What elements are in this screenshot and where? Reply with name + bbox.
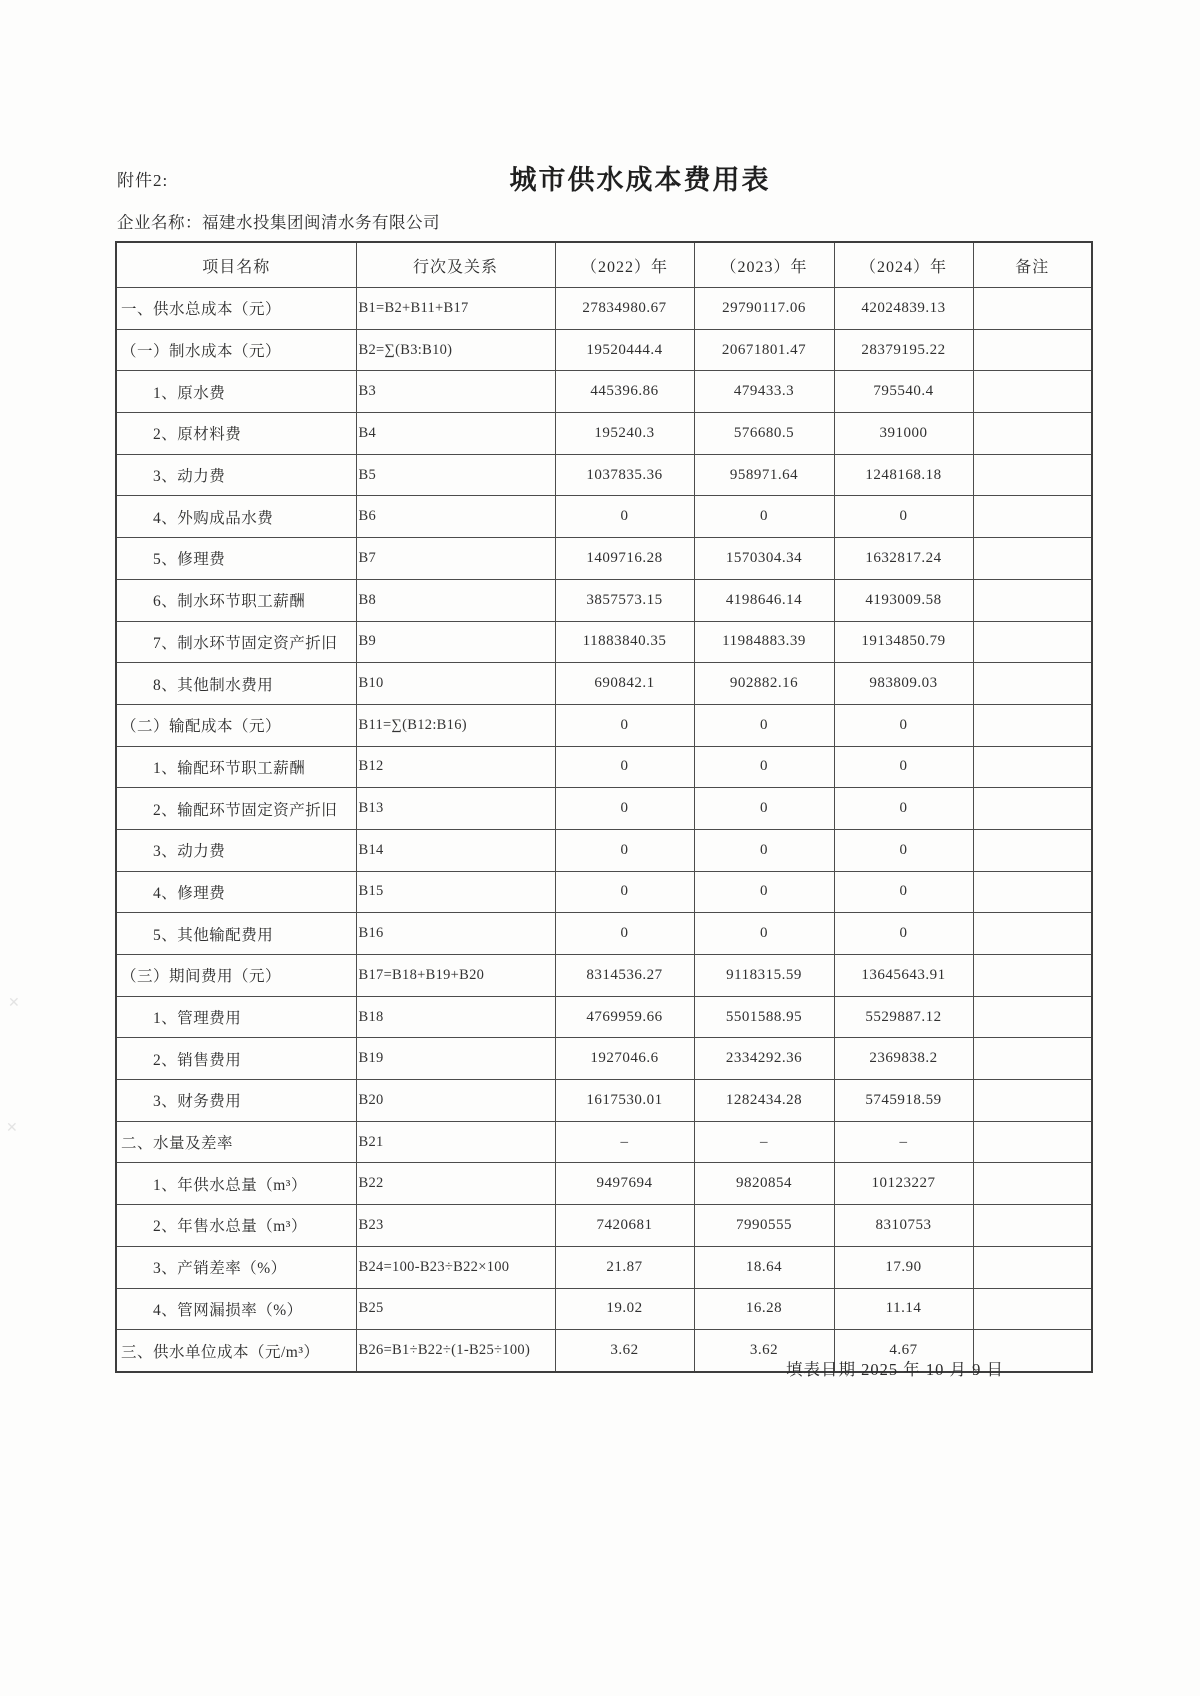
cell-value-2022: 1037835.36 — [555, 454, 694, 496]
cell-item-name: 3、动力费 — [116, 829, 356, 871]
cell-formula: B23 — [356, 1205, 555, 1247]
cell-value-2024: 795540.4 — [834, 371, 973, 413]
cell-formula: B10 — [356, 663, 555, 705]
cell-item-name: 三、供水单位成本（元/m³） — [116, 1330, 356, 1372]
cell-value-2022: 3.62 — [555, 1330, 694, 1372]
cell-value-2024: 0 — [834, 829, 973, 871]
cell-value-2022: 1409716.28 — [555, 538, 694, 580]
table-row — [116, 955, 1092, 997]
cell-value-2022: 445396.86 — [555, 371, 694, 413]
cell-item-name: 2、销售费用 — [116, 1038, 356, 1080]
cell-note — [973, 955, 1092, 997]
fill-date: 填表日期 2025 年 10 月 9 日 — [786, 1360, 1004, 1379]
cell-value-2023: 20671801.47 — [694, 329, 834, 371]
cell-value-2024: 1632817.24 — [834, 538, 973, 580]
cell-value-2023: 18.64 — [694, 1246, 834, 1288]
cell-item-name: 4、管网漏损率（%） — [116, 1288, 356, 1330]
table-header-row — [116, 242, 1092, 288]
cell-item-name: （一）制水成本（元） — [116, 329, 356, 371]
cell-formula: B20 — [356, 1080, 555, 1122]
cell-value-2024: 10123227 — [834, 1163, 973, 1205]
cell-note — [973, 663, 1092, 705]
cell-formula: B3 — [356, 371, 555, 413]
table-row — [116, 1246, 1092, 1288]
cell-note — [973, 1038, 1092, 1080]
cell-note — [973, 496, 1092, 538]
cell-formula: B17=B18+B19+B20 — [356, 955, 555, 997]
cell-formula: B6 — [356, 496, 555, 538]
cell-value-2024: 5529887.12 — [834, 996, 973, 1038]
cell-value-2022: 1927046.6 — [555, 1038, 694, 1080]
cell-note — [973, 413, 1092, 455]
table-row — [116, 788, 1092, 830]
cell-formula: B5 — [356, 454, 555, 496]
cell-value-2023: 479433.3 — [694, 371, 834, 413]
cell-item-name: 二、水量及差率 — [116, 1121, 356, 1163]
header-cell-year-2024: （2024）年 — [834, 242, 973, 288]
cell-item-name: 1、原水费 — [116, 371, 356, 413]
cell-value-2024: 0 — [834, 871, 973, 913]
cell-item-name: （三）期间费用（元） — [116, 955, 356, 997]
cell-value-2024: 42024839.13 — [834, 288, 973, 330]
cell-item-name: 2、原材料费 — [116, 413, 356, 455]
cell-note — [973, 371, 1092, 413]
cell-formula: B7 — [356, 538, 555, 580]
header-cell-note: 备注 — [973, 242, 1092, 288]
table-row — [116, 1121, 1092, 1163]
cell-formula: B19 — [356, 1038, 555, 1080]
cell-value-2022: 195240.3 — [555, 413, 694, 455]
cell-value-2023: 0 — [694, 704, 834, 746]
cell-formula: B24=100-B23÷B22×100 — [356, 1246, 555, 1288]
cell-value-2022: 11883840.35 — [555, 621, 694, 663]
cell-note — [973, 288, 1092, 330]
cell-value-2022: 0 — [555, 913, 694, 955]
cell-note — [973, 538, 1092, 580]
cell-value-2023: 3.62 — [694, 1330, 834, 1372]
cell-value-2022: 7420681 — [555, 1205, 694, 1247]
cell-value-2023: 7990555 — [694, 1205, 834, 1247]
table-row — [116, 996, 1092, 1038]
cell-formula: B2=∑(B3:B10) — [356, 329, 555, 371]
cell-item-name: 2、年售水总量（m³） — [116, 1205, 356, 1247]
cell-note — [973, 329, 1092, 371]
cell-formula: B18 — [356, 996, 555, 1038]
cell-note — [973, 704, 1092, 746]
table-row — [116, 871, 1092, 913]
cell-value-2023: 9820854 — [694, 1163, 834, 1205]
cell-value-2024: 4.67 — [834, 1330, 973, 1372]
cell-value-2023: 902882.16 — [694, 663, 834, 705]
cell-note — [973, 746, 1092, 788]
cell-note — [973, 1246, 1092, 1288]
cell-value-2022: 8314536.27 — [555, 955, 694, 997]
cell-item-name: 一、供水总成本（元） — [116, 288, 356, 330]
cell-value-2024: 2369838.2 — [834, 1038, 973, 1080]
cell-value-2024: 8310753 — [834, 1205, 973, 1247]
table-row — [116, 746, 1092, 788]
cell-item-name: 2、输配环节固定资产折旧 — [116, 788, 356, 830]
cell-note — [973, 454, 1092, 496]
cell-value-2022: 9497694 — [555, 1163, 694, 1205]
cell-note — [973, 788, 1092, 830]
cell-value-2023: 4198646.14 — [694, 579, 834, 621]
table-row — [116, 1163, 1092, 1205]
cell-value-2024: 391000 — [834, 413, 973, 455]
cell-value-2023: 0 — [694, 871, 834, 913]
cell-value-2023: 11984883.39 — [694, 621, 834, 663]
cell-formula: B14 — [356, 829, 555, 871]
attachment-label: 附件2: — [117, 171, 169, 190]
cell-formula: B25 — [356, 1288, 555, 1330]
cell-value-2023: 958971.64 — [694, 454, 834, 496]
cell-note — [973, 1121, 1092, 1163]
cell-value-2022: 0 — [555, 788, 694, 830]
cell-value-2024: 0 — [834, 704, 973, 746]
cell-item-name: 1、管理费用 — [116, 996, 356, 1038]
cell-item-name: 5、修理费 — [116, 538, 356, 580]
cell-note — [973, 871, 1092, 913]
cell-value-2022: 0 — [555, 704, 694, 746]
table-row — [116, 579, 1092, 621]
cell-value-2024: 11.14 — [834, 1288, 973, 1330]
cell-value-2022: 0 — [555, 746, 694, 788]
cell-value-2022: 27834980.67 — [555, 288, 694, 330]
cell-item-name: 7、制水环节固定资产折旧 — [116, 621, 356, 663]
cell-item-name: 5、其他输配费用 — [116, 913, 356, 955]
cell-value-2024: – — [834, 1121, 973, 1163]
cell-value-2022: 1617530.01 — [555, 1080, 694, 1122]
cell-value-2022: 0 — [555, 871, 694, 913]
table-row — [116, 704, 1092, 746]
cell-value-2022: 3857573.15 — [555, 579, 694, 621]
cell-value-2022: 0 — [555, 496, 694, 538]
cell-value-2024: 4193009.58 — [834, 579, 973, 621]
table-row — [116, 913, 1092, 955]
cell-value-2023: 0 — [694, 746, 834, 788]
cell-value-2023: – — [694, 1121, 834, 1163]
page-title: 城市供水成本费用表 — [509, 165, 771, 195]
cell-value-2023: 0 — [694, 829, 834, 871]
cell-formula: B8 — [356, 579, 555, 621]
cell-note — [973, 829, 1092, 871]
cell-note — [973, 996, 1092, 1038]
cell-value-2024: 983809.03 — [834, 663, 973, 705]
cell-formula: B16 — [356, 913, 555, 955]
table-row — [116, 1080, 1092, 1122]
cell-formula: B26=B1÷B22÷(1-B25÷100) — [356, 1330, 555, 1372]
cell-value-2022: 0 — [555, 829, 694, 871]
cell-note — [973, 579, 1092, 621]
cell-value-2024: 0 — [834, 788, 973, 830]
cell-value-2024: 13645643.91 — [834, 955, 973, 997]
cell-value-2023: 1282434.28 — [694, 1080, 834, 1122]
cell-note — [973, 1288, 1092, 1330]
cell-value-2024: 17.90 — [834, 1246, 973, 1288]
cell-value-2022: – — [555, 1121, 694, 1163]
cell-value-2023: 1570304.34 — [694, 538, 834, 580]
cell-item-name: 3、财务费用 — [116, 1080, 356, 1122]
cell-note — [973, 621, 1092, 663]
table-row — [116, 454, 1092, 496]
cell-value-2023: 16.28 — [694, 1288, 834, 1330]
cell-value-2023: 0 — [694, 913, 834, 955]
cell-value-2023: 0 — [694, 496, 834, 538]
cell-item-name: 8、其他制水费用 — [116, 663, 356, 705]
cell-formula: B9 — [356, 621, 555, 663]
table-row — [116, 621, 1092, 663]
cell-value-2022: 4769959.66 — [555, 996, 694, 1038]
cell-formula: B1=B2+B11+B17 — [356, 288, 555, 330]
cell-value-2023: 29790117.06 — [694, 288, 834, 330]
cell-note — [973, 1163, 1092, 1205]
cell-value-2024: 0 — [834, 746, 973, 788]
cell-value-2022: 21.87 — [555, 1246, 694, 1288]
table-row — [116, 1205, 1092, 1247]
cell-formula: B15 — [356, 871, 555, 913]
table-row — [116, 288, 1092, 330]
cell-value-2024: 0 — [834, 913, 973, 955]
cell-value-2024: 1248168.18 — [834, 454, 973, 496]
table-row — [116, 496, 1092, 538]
cell-item-name: 4、外购成品水费 — [116, 496, 356, 538]
cell-value-2024: 5745918.59 — [834, 1080, 973, 1122]
table-row — [116, 829, 1092, 871]
cell-item-name: 3、产销差率（%） — [116, 1246, 356, 1288]
cell-value-2023: 5501588.95 — [694, 996, 834, 1038]
cell-note — [973, 1080, 1092, 1122]
scan-artifact: ✕ — [8, 996, 20, 1011]
cell-note — [973, 913, 1092, 955]
cell-value-2024: 28379195.22 — [834, 329, 973, 371]
cost-table — [115, 241, 1093, 1373]
cell-value-2023: 0 — [694, 788, 834, 830]
cell-value-2023: 9118315.59 — [694, 955, 834, 997]
header-cell-item-name: 项目名称 — [116, 242, 356, 288]
table-row — [116, 538, 1092, 580]
header-cell-year-2022: （2022）年 — [555, 242, 694, 288]
cell-formula: B12 — [356, 746, 555, 788]
cell-item-name: 1、输配环节职工薪酬 — [116, 746, 356, 788]
table-row — [116, 413, 1092, 455]
cell-item-name: 6、制水环节职工薪酬 — [116, 579, 356, 621]
header-cell-year-2023: （2023）年 — [694, 242, 834, 288]
table-row — [116, 329, 1092, 371]
company-name: 企业名称：福建水投集团闽清水务有限公司 — [117, 213, 440, 232]
cell-item-name: 3、动力费 — [116, 454, 356, 496]
cell-formula: B21 — [356, 1121, 555, 1163]
cell-note — [973, 1205, 1092, 1247]
table-row — [116, 663, 1092, 705]
cell-value-2024: 19134850.79 — [834, 621, 973, 663]
cell-formula: B13 — [356, 788, 555, 830]
cell-value-2022: 690842.1 — [555, 663, 694, 705]
cell-value-2022: 19520444.4 — [555, 329, 694, 371]
cell-value-2023: 2334292.36 — [694, 1038, 834, 1080]
cell-item-name: 4、修理费 — [116, 871, 356, 913]
cell-value-2024: 0 — [834, 496, 973, 538]
cell-item-name: 1、年供水总量（m³） — [116, 1163, 356, 1205]
cell-formula: B4 — [356, 413, 555, 455]
header-cell-row-relation: 行次及关系 — [356, 242, 555, 288]
cell-value-2022: 19.02 — [555, 1288, 694, 1330]
cell-formula: B11=∑(B12:B16) — [356, 704, 555, 746]
cell-formula: B22 — [356, 1163, 555, 1205]
table-row — [116, 1288, 1092, 1330]
cell-value-2023: 576680.5 — [694, 413, 834, 455]
table-row — [116, 371, 1092, 413]
scan-artifact: ✕ — [6, 1121, 18, 1136]
table-row — [116, 1038, 1092, 1080]
cell-item-name: （二）输配成本（元） — [116, 704, 356, 746]
